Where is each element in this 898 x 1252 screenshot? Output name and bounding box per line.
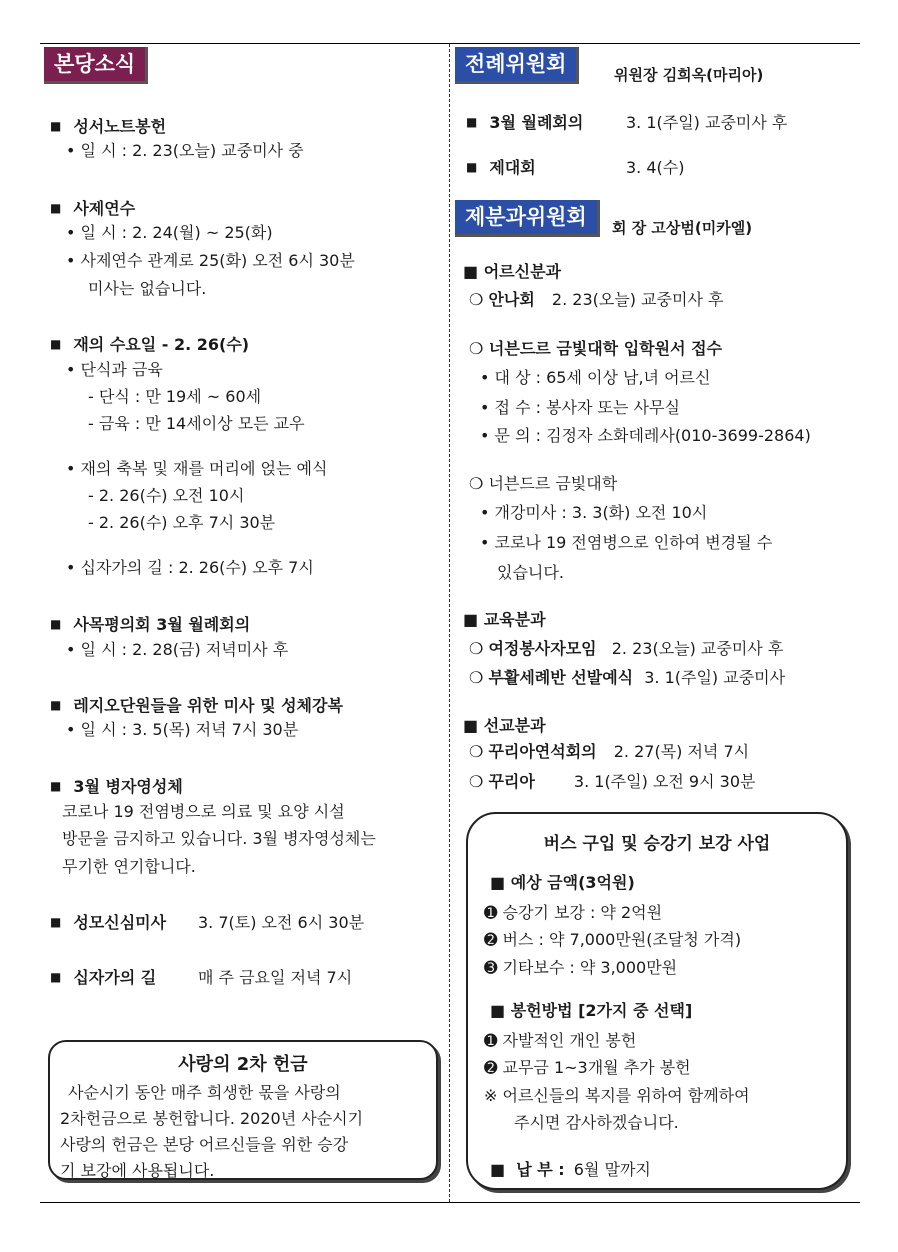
elder-division-title: ■ 어르신분과: [463, 262, 561, 281]
liturgy-item-value: 3. 1(주일) 교중미사 후: [626, 113, 788, 132]
college-line: 있습니다.: [497, 563, 564, 582]
liturgy-item-value: 3. 4(수): [626, 158, 685, 177]
budget-line: ➋ 버스 : 약 7,000만원(조달청 가격): [484, 930, 742, 949]
section-line: 방문을 금지하고 있습니다. 3월 병자영성체는: [62, 829, 376, 848]
section-line: • 십자가의 길 : 2. 26(수) 오후 7시: [66, 558, 314, 577]
section-line: • 단식과 금육: [66, 360, 163, 379]
college-title: ❍ 너븐드르 금빛대학: [469, 474, 618, 493]
bus-project-box: [466, 812, 848, 1190]
section-title: ■ 성서노트봉헌: [50, 114, 166, 137]
admission-line: • 대 상 : 65세 이상 남,녀 어르신: [480, 368, 711, 387]
circle-bullet-icon: ❍: [469, 772, 484, 791]
section-title: ■ 레지오단원들을 위한 미사 및 성체강복: [50, 693, 343, 716]
section-title: ■ 십자가의 길: [50, 965, 156, 988]
bottom-rule: [40, 1202, 860, 1203]
circle-bullet-icon: ❍: [469, 290, 484, 309]
square-bullet-icon: ■: [490, 873, 506, 892]
box-line: 사순시기 동안 매주 희생한 몫을 사랑의: [68, 1083, 341, 1102]
method-line: ※ 어르신들의 복지를 위하여 함께하여: [484, 1086, 750, 1105]
admission-title: ❍ 너븐드르 금빛대학 입학원서 접수: [469, 339, 723, 358]
circle-bullet-icon: ❍: [469, 639, 484, 658]
section-value: 3. 7(토) 오전 6시 30분: [198, 913, 365, 932]
anna-meeting: ❍ 안나회 2. 23(오늘) 교중미사 후: [469, 290, 724, 309]
section-title: ■ 재의 수요일 - 2. 26(수): [50, 332, 249, 355]
liturgy-committee-header: 전례위원회: [455, 47, 579, 84]
deadline: ■ 납 부 : 6월 말까지: [490, 1160, 651, 1179]
second-collection-box: [48, 1040, 438, 1180]
section-line: - 2. 26(수) 오후 7시 30분: [88, 513, 276, 532]
admission-line: • 접 수 : 봉사자 또는 사무실: [480, 398, 680, 417]
method-line: ➋ 교무금 1~3개월 추가 봉헌: [484, 1058, 691, 1077]
circle-bullet-icon: ❍: [469, 339, 484, 358]
college-line: • 개강미사 : 3. 3(화) 오전 10시: [480, 503, 708, 522]
box-line: 사랑의 헌금은 본당 어르신들을 위한 승강: [60, 1135, 349, 1154]
section-value: 매 주 금요일 저녁 7시: [198, 968, 353, 987]
education-division-title: ■ 교육분과: [463, 610, 546, 629]
square-bullet-icon: ■: [490, 1001, 506, 1020]
top-rule: [40, 43, 860, 44]
square-bullet-icon: ■: [463, 716, 479, 735]
box-line: 2차헌금으로 봉헌합니다. 2020년 사순시기: [60, 1109, 364, 1128]
circle-bullet-icon: ❍: [469, 474, 484, 493]
mission-division-title: ■ 선교분과: [463, 716, 546, 735]
section-title: ■ 사제연수: [50, 196, 135, 219]
box-title: 사랑의 2차 헌금: [178, 1054, 308, 1075]
section-title: ■ 성모신심미사: [50, 910, 166, 933]
section-title: ■ 사목평의회 3월 월례회의: [50, 612, 250, 635]
box-line: 기 보강에 사용됩니다.: [60, 1161, 215, 1180]
circle-bullet-icon: ❍: [469, 668, 484, 687]
section-line: • 일 시 : 3. 5(목) 저녁 7시 30분: [66, 720, 299, 739]
budget-title: ■ 예상 금액(3억원): [490, 873, 635, 892]
method-title: ■ 봉헌방법 [2가지 중 선택]: [490, 1001, 693, 1020]
section-title: ■ 3월 병자영성체: [50, 774, 183, 797]
square-bullet-icon: ■: [463, 610, 479, 629]
bus-box-title: 버스 구입 및 승강기 보강 사업: [543, 834, 771, 854]
section-line: 코로나 19 전염병으로 의료 및 요양 시설: [62, 802, 345, 821]
admission-line: • 문 의 : 김정자 소화데레사(010-3699-2864): [480, 426, 811, 445]
education-item: ❍ 여정봉사자모임 2. 23(오늘) 교중미사 후: [469, 639, 784, 658]
square-bullet-icon: ■: [490, 1160, 506, 1179]
circle-bullet-icon: ❍: [469, 742, 484, 761]
section-line: • 재의 축복 및 재를 머리에 얹는 예식: [66, 459, 328, 478]
section-line: - 금육 : 만 14세이상 모든 교우: [88, 414, 305, 433]
liturgy-item-title: ■ 제대회: [466, 155, 536, 178]
section-line: 무기한 연기합니다.: [62, 857, 196, 876]
section-line: • 일 시 : 2. 28(금) 저녁미사 후: [66, 640, 289, 659]
column-divider: [449, 44, 450, 1202]
division-chair: 회 장 고상범(미카엘): [612, 219, 753, 237]
section-line: • 사제연수 관계로 25(화) 오전 6시 30분: [66, 251, 355, 270]
method-line: 주시면 감사하겠습니다.: [514, 1113, 679, 1132]
section-line: - 단식 : 만 19세 ~ 60세: [88, 387, 262, 406]
method-line: ➊ 자발적인 개인 봉헌: [484, 1031, 637, 1050]
college-line: • 코로나 19 전염병으로 인하여 변경될 수: [480, 533, 773, 552]
liturgy-chair: 위원장 김희옥(마리아): [614, 66, 764, 84]
square-bullet-icon: ■: [463, 262, 479, 281]
section-line: - 2. 26(수) 오전 10시: [88, 486, 245, 505]
budget-line: ➊ 승강기 보강 : 약 2억원: [484, 903, 663, 922]
parish-news-header: 본당소식: [44, 47, 148, 84]
mission-item: ❍ 꾸리아연석회의 2. 27(목) 저녁 7시: [469, 742, 750, 761]
education-item: ❍ 부활세례반 선발예식 3. 1(주일) 교중미사: [469, 668, 786, 687]
section-line: • 일 시 : 2. 24(월) ~ 25(화): [66, 223, 273, 242]
liturgy-item-title: ■ 3월 월례회의: [466, 110, 583, 133]
mission-item: ❍ 꾸리아 3. 1(주일) 오전 9시 30분: [469, 772, 756, 791]
section-line: • 일 시 : 2. 23(오늘) 교중미사 중: [66, 141, 304, 160]
section-line: 미사는 없습니다.: [88, 279, 207, 298]
budget-line: ➌ 기타보수 : 약 3,000만원: [484, 958, 678, 977]
division-committee-header: 제분과위원회: [455, 200, 600, 237]
